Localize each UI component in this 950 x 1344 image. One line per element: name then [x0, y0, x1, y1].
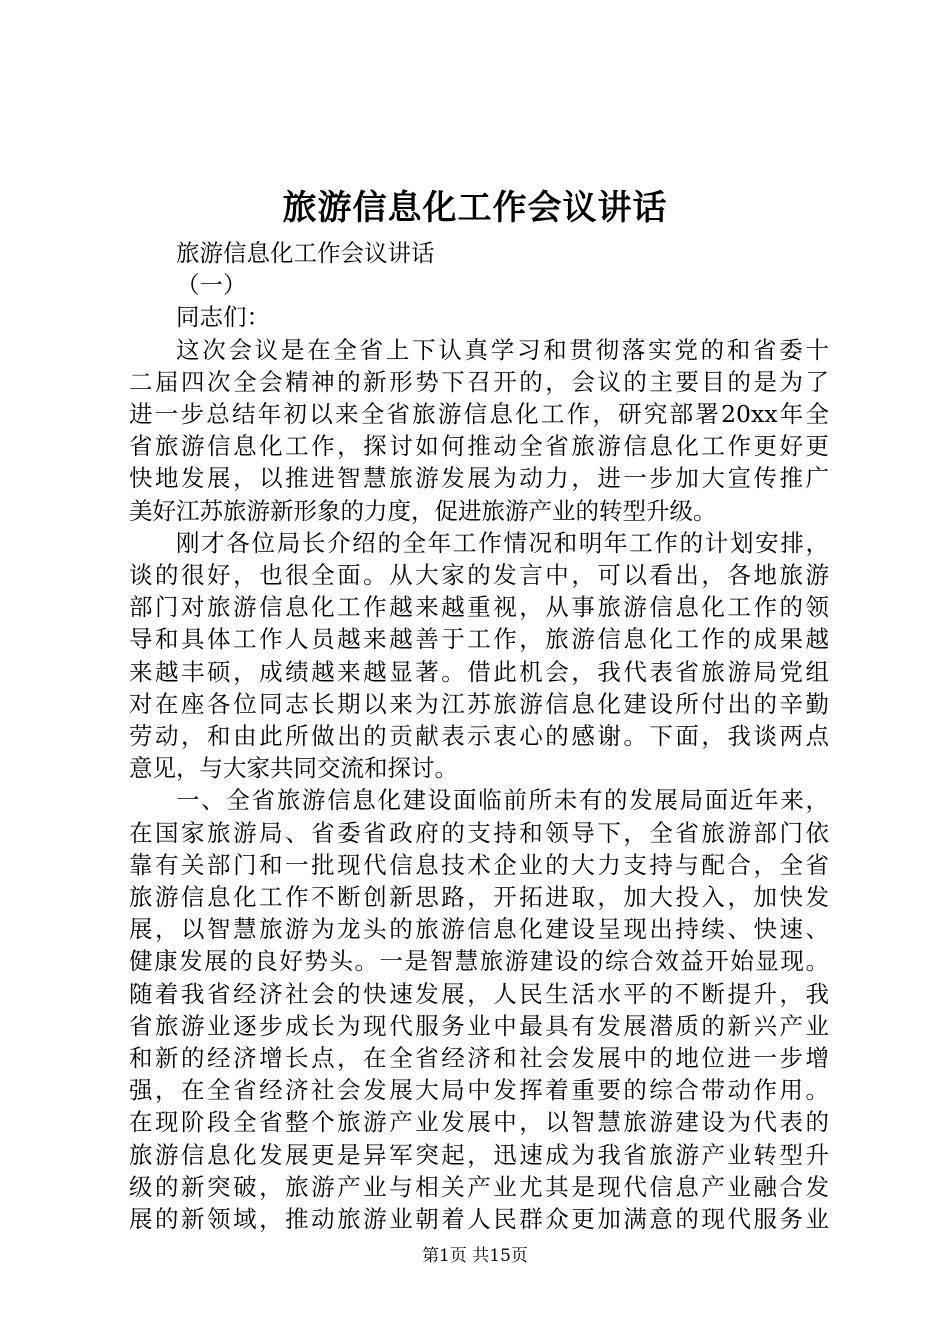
body-line: 部门对旅游信息化工作越来越重视，从事旅游信息化工作的领 [129, 593, 829, 622]
document-body [129, 237, 829, 1235]
body-line: 在现阶段全省整个旅游产业发展中，以智慧旅游建设为代表的 [129, 1108, 829, 1137]
body-line: 导和具体工作人员越来越善于工作，旅游信息化工作的成果越 [129, 625, 829, 654]
body-line: 刚才各位局长介绍的全年工作情况和明年工作的计划安排， [176, 528, 829, 557]
body-line: 旅游信息化工作不断创新思路，开拓进取，加大投入，加快发 [129, 883, 829, 912]
body-line: 一、全省旅游信息化建设面临前所未有的发展局面近年来， [176, 786, 829, 815]
body-line: 二届四次全会精神的新形势下召开的，会议的主要目的是为了 [129, 367, 829, 396]
body-line: 强，在全省经济社会发展大局中发挥着重要的综合带动作用。 [129, 1076, 829, 1105]
body-line: 展的新领域，推动旅游业朝着人民群众更加满意的现代服务业 [129, 1205, 829, 1234]
body-line: 来越丰硕，成绩越来越显著。借此机会，我代表省旅游局党组 [129, 657, 829, 686]
body-line: 快地发展，以推进智慧旅游发展为动力，进一步加大宣传推广 [129, 464, 829, 493]
body-line: 和新的经济增长点，在全省经济和社会发展中的地位进一步增 [129, 1044, 829, 1073]
body-line: （一） [176, 271, 247, 300]
body-line: 进一步总结年初以来全省旅游信息化工作，研究部署20xx年全 [129, 400, 829, 429]
body-line: 在国家旅游局、省委省政府的支持和领导下，全省旅游部门依 [129, 818, 829, 847]
body-line: 级的新突破，旅游产业与相关产业尤其是现代信息产业融合发 [129, 1172, 829, 1201]
body-line: 展，以智慧旅游为龙头的旅游信息化建设呈现出持续、快速、 [129, 915, 829, 944]
body-line: 随着我省经济社会的快速发展，人民生活水平的不断提升，我 [129, 979, 829, 1008]
document-title: 旅游信息化工作会议讲话 [282, 188, 668, 228]
body-line: 同志们： [176, 303, 270, 332]
page-number-footer: 第1页 共15页 [422, 1246, 528, 1266]
body-line: 劳动，和由此所做出的贡献表示衷心的感谢。下面，我谈两点 [129, 722, 829, 751]
body-line: 意见，与大家共同交流和探讨。 [129, 754, 458, 783]
body-line: 旅游信息化工作会议讲话 [176, 239, 435, 267]
body-line: 省旅游信息化工作，探讨如何推动全省旅游信息化工作更好更 [129, 432, 829, 461]
body-line: 美好江苏旅游新形象的力度，促进旅游产业的转型升级。 [129, 496, 717, 525]
body-line: 旅游信息化发展更是异军突起，迅速成为我省旅游产业转型升 [129, 1140, 829, 1169]
body-line: 省旅游业逐步成长为现代服务业中最具有发展潜质的新兴产业 [129, 1011, 829, 1040]
body-line: 这次会议是在全省上下认真学习和贯彻落实党的和省委十 [176, 335, 829, 364]
body-line: 谈的很好，也很全面。从大家的发言中，可以看出，各地旅游 [129, 561, 829, 590]
body-line: 健康发展的良好势头。一是智慧旅游建设的综合效益开始显现。 [129, 947, 829, 976]
body-line: 对在座各位同志长期以来为江苏旅游信息化建设所付出的辛勤 [129, 689, 829, 718]
body-line: 靠有关部门和一批现代信息技术企业的大力支持与配合，全省 [129, 850, 829, 879]
